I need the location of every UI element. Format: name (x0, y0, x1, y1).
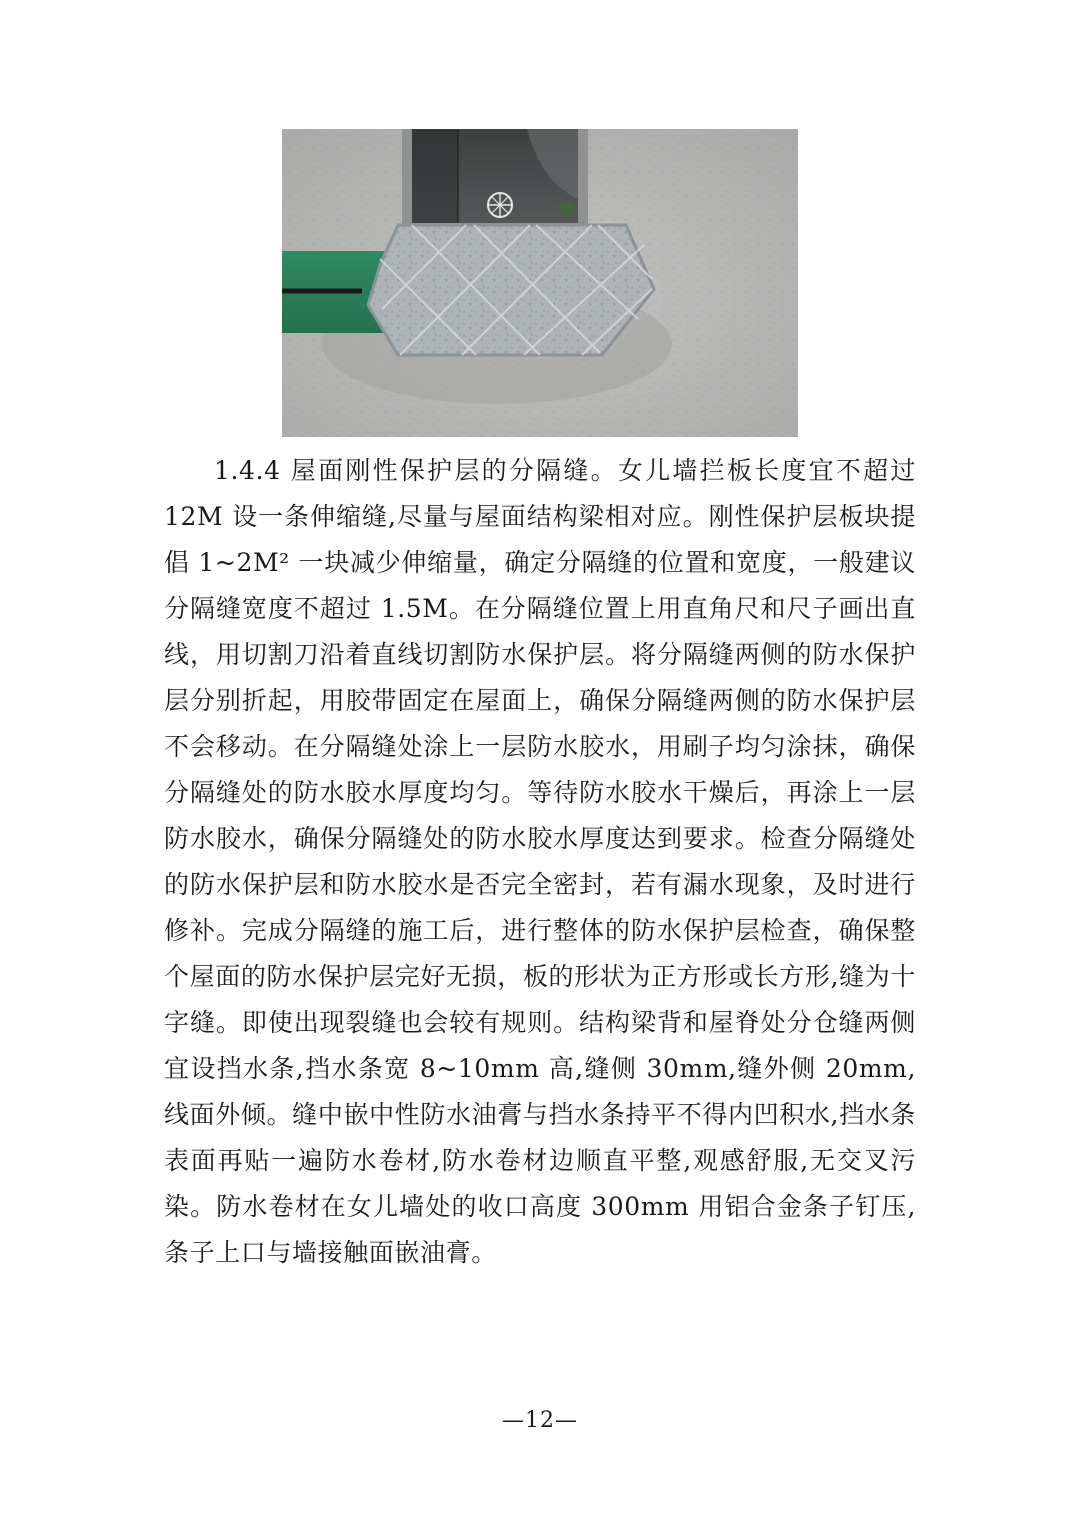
page-number: —12— (502, 1408, 578, 1433)
drain-grate-icon (488, 193, 512, 217)
roof-drain-photo-illustration (282, 129, 798, 437)
body-paragraph: 1.4.4 屋面刚性保护层的分隔缝。女儿墙拦板长度宜不超过 12M 设一条伸缩缝,尽量与屋面结构梁相对应。刚性保护层板块提倡 1~2M² 一块减少伸缩量，确定分隔缝的位置和宽度，一般建议分隔缝宽度不超过 1.5M。在分隔缝位置上用直角尺和尺子画出直线，用切割刀沿着直线切割防水保护层。将分隔缝两侧的防水保护层分别折起，用胶带固定在屋面上，确保分隔缝两侧的防水保护层不会移动。在分隔缝处涂上一层防水胶水，用刷子均匀涂抹，确保分隔缝处的防水胶水厚度均匀。等待防水胶水干燥后，再涂上一层防水胶水，确保分隔缝处的防水胶水厚度达到要求。检查分隔缝处的防水保护层和防水胶水是否完全密封，若有漏水现象，及时进行修补。完成分隔缝的施工后，进行整体的防水保护层检查，确保整个屋面的防水保护层完好无损，板的形状为正方形或长方形,缝为十字缝。即使出现裂缝也会较有规则。结构梁背和屋脊处分仓缝两侧宜设挡水条,挡水条宽 8~10mm 高,缝侧 30mm,缝外侧 20mm,线面外倾。缝中嵌中性防水油膏与挡水条持平不得内凹积水,挡水条表面再贴一遍防水卷材,防水卷材边顺直平整,观感舒服,无交叉污染。防水卷材在女儿墙处的收口高度 300mm 用铝合金条子钉压,条子上口与墙接触面嵌油膏。 (164, 456, 916, 1267)
roof-drain-photo (282, 129, 798, 437)
